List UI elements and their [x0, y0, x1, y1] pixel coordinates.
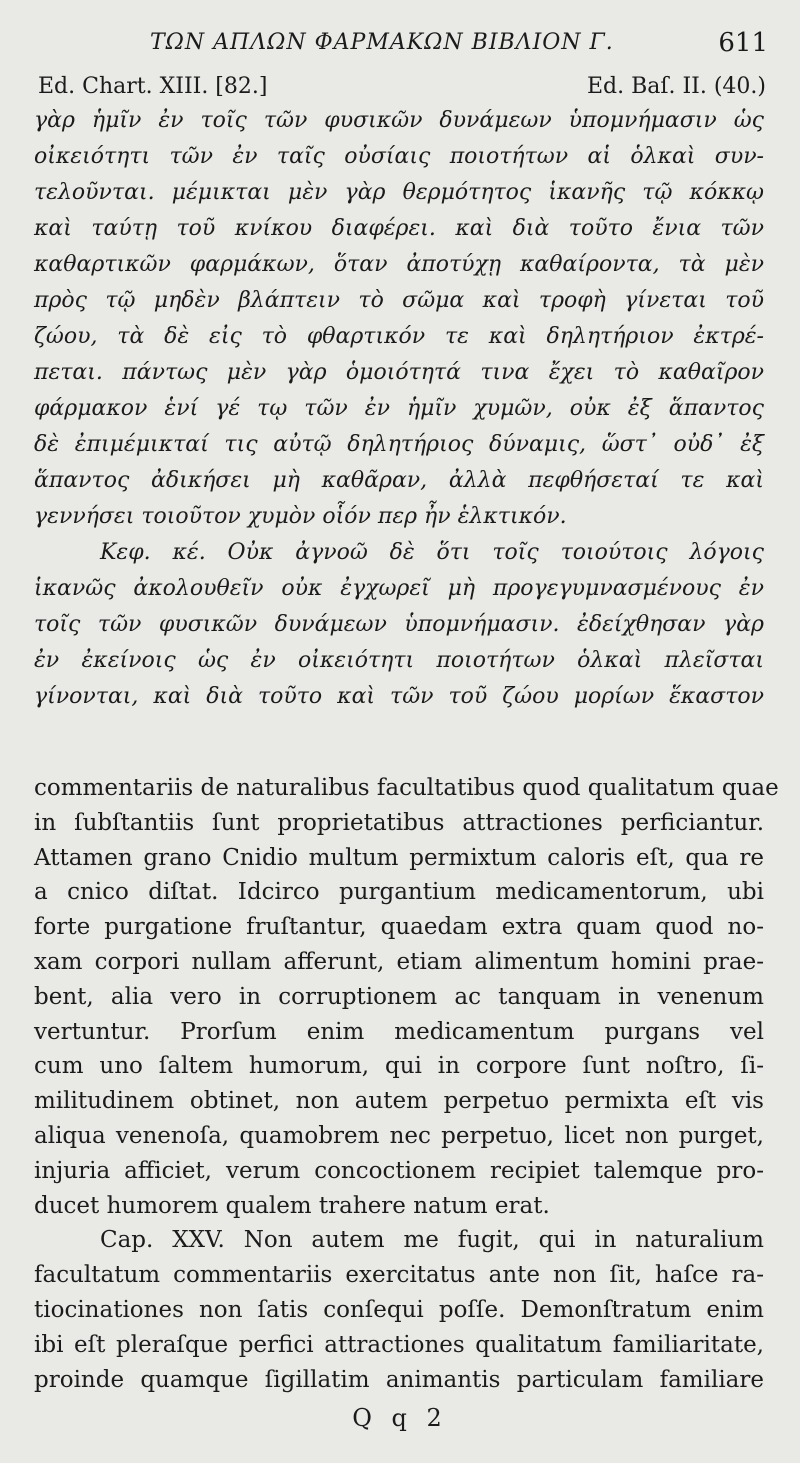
latin-line: Attamen grano Cnidio multum permixtum caloris eſt, qua re — [34, 844, 764, 871]
greek-line: γὰρ ἡμῖν ἐν τοῖς τῶν φυσικῶν δυνάμεων ὑπομνήμασιν ὡς — [34, 108, 764, 133]
greek-line: πρὸς τῷ μηδὲν βλάπτειν τὸ σῶμα καὶ τροφὴ γίνεται τοῦ — [34, 288, 764, 313]
greek-line: πεται. πάντως μὲν γὰρ ὁμοιότητά τινα ἔχει τὸ καθαῖρον — [34, 360, 764, 385]
greek-line: τοῖς τῶν φυσικῶν δυνάμεων ὑπομνήμασιν. ἐδείχθησαν γὰρ — [34, 612, 764, 637]
greek-line: ἱκανῶς ἀκολουθεῖν οὐκ ἐγχωρεῖ μὴ προγεγυμνασμένους ἐν — [34, 576, 764, 601]
running-head: ΤΩΝ ΑΠΛΩΝ ΦΑΡΜΑΚΩΝ ΒΙΒΛΙΟΝ Γ. — [150, 30, 614, 55]
latin-line: injuria afficiet, verum concoctionem recipiet talemque pro- — [34, 1157, 764, 1184]
page-number: 611 — [718, 28, 768, 58]
greek-line: τελοῦνται. μέμικται μὲν γὰρ θερμότητος ἱκανῆς τῷ κόκκῳ — [34, 180, 764, 205]
latin-line: a cnico diſtat. Idcirco purgantium medicamentorum, ubi — [34, 879, 764, 906]
latin-text-block — [34, 771, 779, 1397]
latin-line: militudinem obtinet, non autem perpetuo permixta eſt vis — [34, 1088, 764, 1115]
edition-reference-basel: Ed. Baſ. II. (40.) — [586, 74, 766, 99]
latin-line: ducet humorem qualem trahere natum erat. — [34, 1192, 550, 1219]
signature-mark: Q q 2 — [352, 1404, 448, 1432]
edition-reference-chartier: Ed. Chart. XIII. [82.] — [38, 74, 268, 99]
latin-line: xam corpori nullam afferunt, etiam alimentum homini prae- — [34, 948, 764, 975]
latin-line: aliqua venenoſa, quamobrem nec perpetuo, licet non purget, — [34, 1122, 764, 1149]
greek-line: φάρμακον ἑνί γέ τῳ τῶν ἐν ἡμῖν χυμῶν, οὐκ ἐξ ἅπαντος — [34, 396, 764, 421]
latin-line: forte purgatione fruſtantur, quaedam extra quam quod no- — [34, 914, 764, 941]
greek-line: δὲ ἐπιμέμικταί τις αὐτῷ δηλητήριος δύναμις, ὥστ᾽ οὐδ᾽ ἐξ — [34, 432, 764, 457]
latin-line: tiocinationes non ſatis conſequi poſſe. Demonſtratum enim — [34, 1296, 764, 1323]
latin-line: cum uno ſaltem humorum, qui in corpore ſunt noſtro, ſi- — [34, 1053, 764, 1080]
latin-line: in ſubſtantiis ſunt proprietatibus attractiones perficiantur. — [34, 809, 764, 836]
greek-line: οἰκειότητι τῶν ἐν ταῖς οὐσίαις ποιοτήτων αἱ ὁλκαὶ συν- — [34, 144, 764, 169]
greek-line: γίνονται, καὶ διὰ τοῦτο καὶ τῶν τοῦ ζώου μορίων ἕκαστον — [34, 684, 764, 709]
greek-chapter-heading-line: Κεφ. κέ. Οὐκ ἀγνοῶ δὲ ὅτι τοῖς τοιούτοις λόγοις — [100, 540, 764, 565]
latin-line: vertuntur. Prorſum enim medicamentum purgans vel — [34, 1018, 764, 1045]
greek-line: ἐν ἐκείνοις ὡς ἐν οἰκειότητι ποιοτήτων ὁλκαὶ πλεῖσται — [34, 648, 764, 673]
greek-line: ἅπαντος ἀδικήσει μὴ καθᾶραν, ἀλλὰ πεφθήσεταί τε καὶ — [34, 468, 764, 493]
latin-line: commentariis de naturalibus facultatibus quod qualitatum quae — [34, 775, 779, 801]
greek-line: καὶ ταύτῃ τοῦ κνίκου διαφέρει. καὶ διὰ τοῦτο ἔνια τῶν — [34, 216, 764, 241]
latin-line: ibi eſt pleraſque perfici attractiones qualitatum familiaritate, — [34, 1331, 764, 1358]
greek-text-block — [34, 103, 764, 715]
greek-line: γεννήσει τοιοῦτον χυμὸν οἷόν περ ἦν ἑλκτικόν. — [34, 504, 567, 529]
latin-line: proinde quamque ſigillatim animantis particulam familiare — [34, 1366, 764, 1393]
latin-chapter-heading-line: Cap. XXV. Non autem me fugit, qui in naturalium — [100, 1227, 764, 1254]
greek-line: καθαρτικῶν φαρμάκων, ὅταν ἀποτύχῃ καθαίροντα, τὰ μὲν — [34, 252, 764, 277]
latin-line: facultatum commentariis exercitatus ante non ſit, haſce ra- — [34, 1262, 764, 1289]
latin-line: bent, alia vero in corruptionem ac tanquam in venenum — [34, 983, 764, 1010]
greek-line: ζώου, τὰ δὲ εἰς τὸ φθαρτικόν τε καὶ δηλητήριον ἐκτρέ- — [34, 324, 764, 349]
